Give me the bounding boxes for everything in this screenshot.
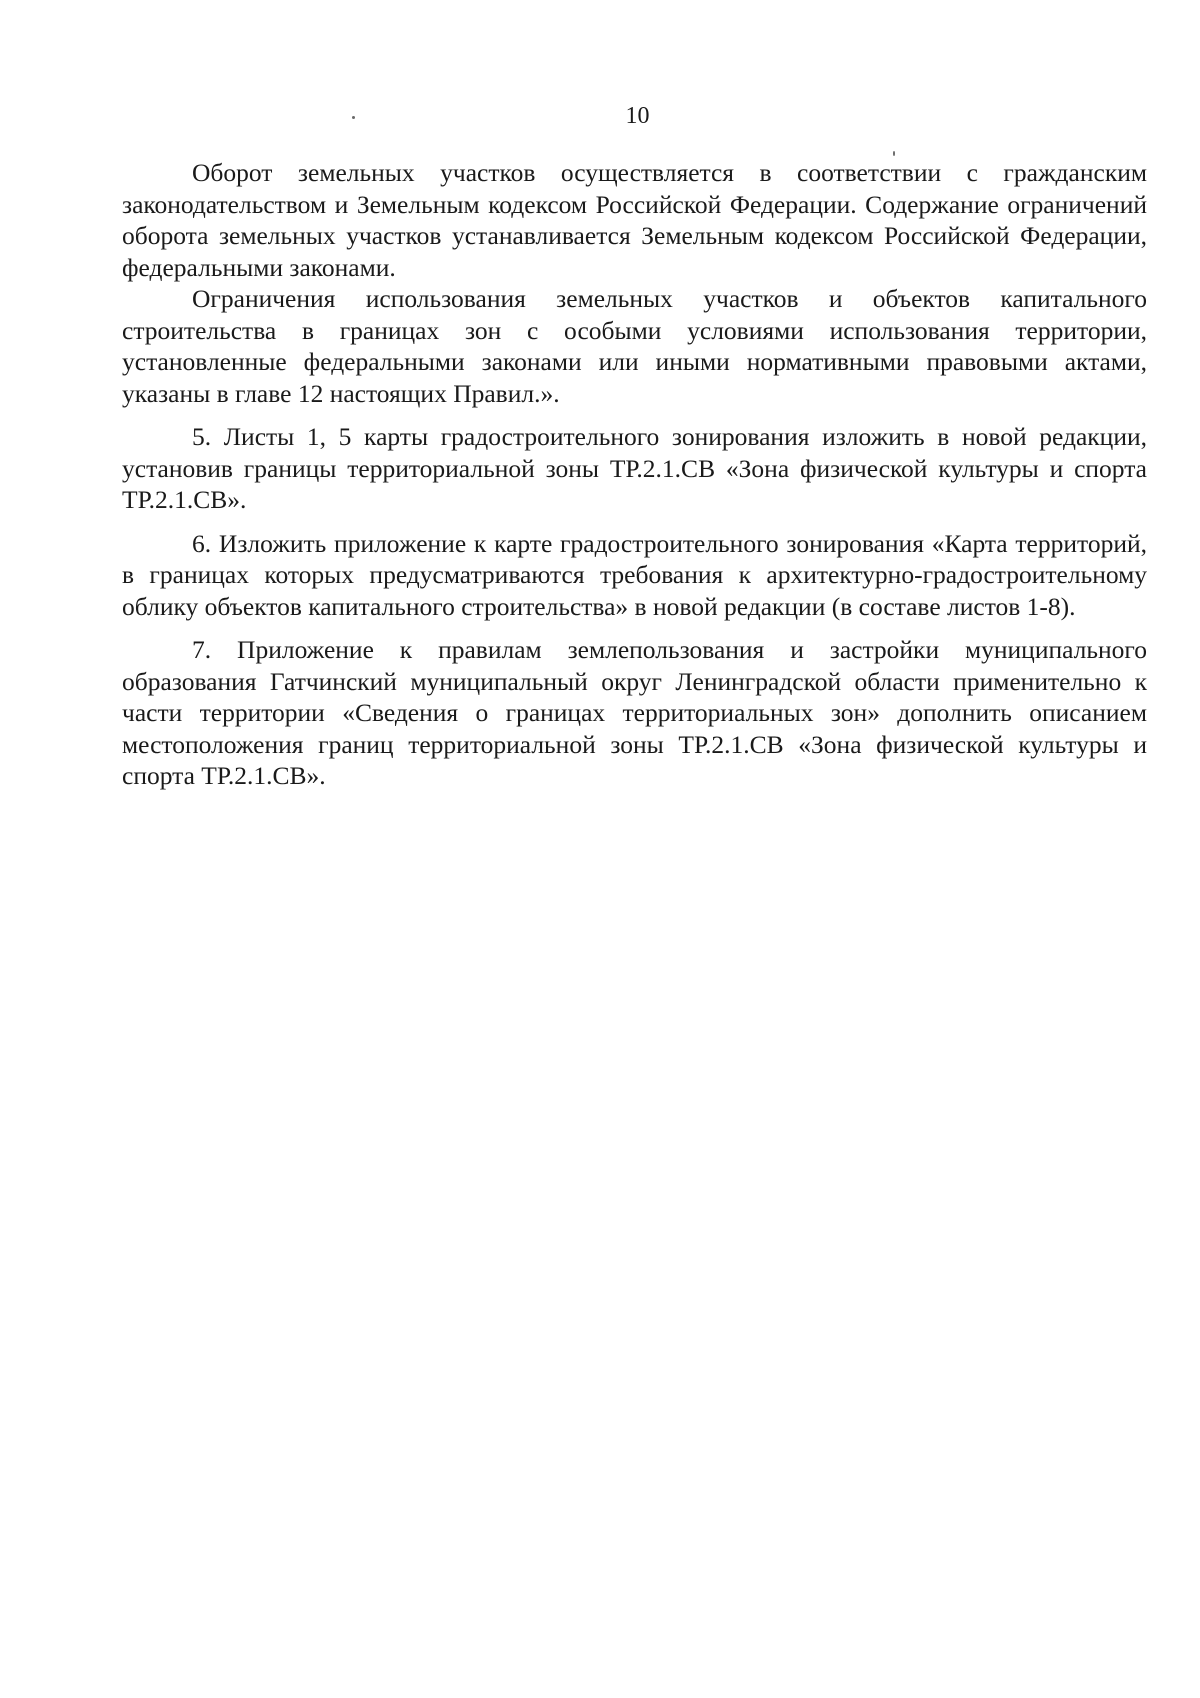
paragraph-item-5: 5. Листы 1, 5 карты градостроительного зонирования изложить в новой редакции, установив границы территориальной зоны ТР.2.1.СВ «Зона физической культуры и спорта ТР.2.1.СВ».	[122, 422, 1147, 514]
paragraph-land-use-restrictions: Ограничения использования земельных участков и объектов капитального строительства в границах зон с особыми условиями использования территории, установленные федеральными законами или иными нормативными правовыми актами, указаны в главе 12 настоящих Правил.».	[122, 284, 1147, 408]
page-number: 10	[625, 103, 650, 129]
paragraph-item-7: 7. Приложение к правилам землепользования и застройки муниципального образования Гатчинский муниципальный округ Ленинградской области применительно к части территории «Сведения о границах территориальных зон» дополнить описанием местоположения границ территориальной зоны ТР.2.1.СВ «Зона физической культуры и спорта ТР.2.1.СВ».	[122, 635, 1147, 790]
document-body	[122, 157, 1147, 792]
paragraph-item-6: 6. Изложить приложение к карте градостроительного зонирования «Карта территорий, в границах которых предусматриваются требования к архитектурно-градостроительному облику объектов капитального строительства» в новой редакции (в составе листов 1-8).	[122, 528, 1147, 621]
scan-speck	[893, 151, 895, 156]
paragraph-land-turnover: Оборот земельных участков осуществляется в соответствии с гражданским законодательством и Земельным кодексом Российской Федерации. Содержание ограничений оборота земельных участков устанавливается Земельным кодексом Российской Федерации, федеральными законами.	[122, 158, 1147, 282]
